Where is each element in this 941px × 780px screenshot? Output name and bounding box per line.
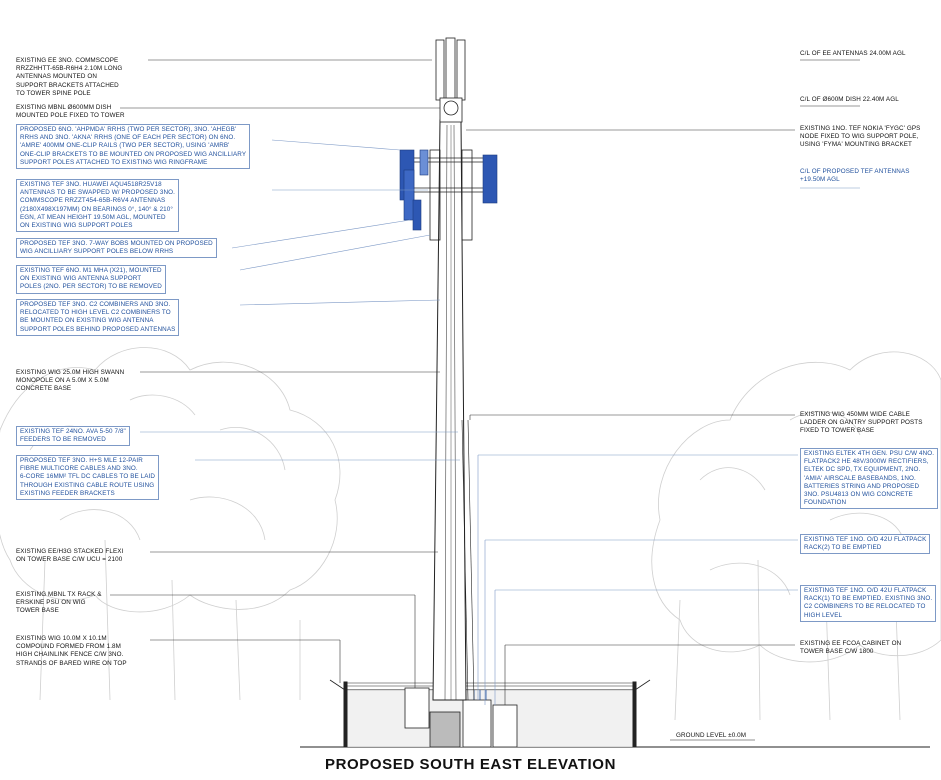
drawing-title: PROPOSED SOUTH EAST ELEVATION xyxy=(324,756,617,773)
annotation-line: PROPOSED 6NO. 'AHPMDA' RRHS (TWO PER SECTOR), 3NO. 'AHEGB' xyxy=(20,126,237,133)
annotation-line: TO TOWER SPINE POLE xyxy=(16,89,91,97)
right-annotation-1 xyxy=(800,50,906,58)
annotation-line: ON EXISTING WIG ANTENNA SUPPORT xyxy=(20,275,142,283)
annotation-line: MOUNTED POLE FIXED TO TOWER xyxy=(16,112,125,120)
annotation-line: EXISTING TEF 3NO. HUAWEI AQU4518R25V18 xyxy=(20,181,162,188)
annotation-line: ONE-CLIP BRACKETS TO BE MOUNTED ON PROPOSED WIG ANCILLIARY xyxy=(20,150,247,158)
annotation-line: PROPOSED TEF 3NO. H+S MLE 12-PAIR xyxy=(20,457,143,464)
annotation-line: EXISTING ELTEK 4TH GEN. PSU C/W 4NO. xyxy=(804,450,935,457)
annotation-line: BATTERIES STRING AND PROPOSED xyxy=(804,482,920,490)
annotation-line: 'AMRE' 400MM ONE-CLIP RAILS (TWO PER SECTOR), USING 'AMRB' xyxy=(20,142,230,150)
annotation-line: EXISTING 1NO. TEF NOKIA 'FYGC' GPS xyxy=(800,125,921,132)
left-annotation-7 xyxy=(16,299,179,336)
annotation-line: PROPOSED TEF 3NO. C2 COMBINERS AND 3NO. xyxy=(20,301,171,308)
annotation-line: MONOPOLE ON A 5.0M X 5.0M xyxy=(16,377,109,385)
annotation-line: RRHS AND 3NO. 'AKNA' RRHS (ONE OF EACH PER SECTOR) ON 6NO. xyxy=(20,134,236,142)
left-annotation-13 xyxy=(16,635,127,668)
annotation-line: FIXED TO TOWER BASE xyxy=(800,427,875,435)
annotation-line: STRANDS OF BARED WIRE ON TOP xyxy=(16,659,127,667)
annotation-line: FOUNDATION xyxy=(804,499,847,507)
annotation-line: ANTENNAS TO BE SWAPPED W/ PROPOSED 3NO. xyxy=(20,189,175,197)
right-annotation-6 xyxy=(800,448,938,509)
annotation-line: SUPPORT BRACKETS ATTACHED xyxy=(16,81,119,89)
annotation-line: EXISTING TEF 1NO. O/D 42U FLATPACK xyxy=(804,536,927,543)
ground-level-label: GROUND LEVEL ±0.0M xyxy=(676,732,747,739)
annotation-line: ON EXISTING WIG SUPPORT POLES xyxy=(20,222,133,230)
annotation-line: EXISTING WIG 25.0M HIGH SWANN xyxy=(16,369,125,376)
left-annotation-2 xyxy=(16,104,125,120)
annotation-line: COMPOUND FORMED FROM 1.8M xyxy=(16,643,121,651)
annotation-line: TOWER BASE xyxy=(16,607,59,615)
annotation-line: EXISTING TEF 1NO. O/D 42U FLATPACK xyxy=(804,587,927,594)
annotation-line: EXISTING MBNL Ø600MM DISH xyxy=(16,104,112,111)
annotation-line: 'AMIA' AIRSCALE BASEBANDS, 1NO. xyxy=(804,474,916,482)
annotation-line: WIG ANCILLIARY SUPPORT POLES BELOW RRHS xyxy=(20,248,174,256)
right-annotation-7 xyxy=(800,534,930,554)
annotation-line: (2180X498X197MM) ON BEARINGS 0°, 140° & 210° xyxy=(20,205,174,213)
annotation-line: EXISTING EE 3NO. COMMSCOPE xyxy=(16,57,119,64)
annotation-line: FIBRE MULTICORE CABLES AND 3NO. xyxy=(20,465,138,473)
annotation-line: POLES (2NO. PER SECTOR) TO BE REMOVED xyxy=(20,283,162,291)
annotation-line: EXISTING EE/H3G STACKED FLEXI xyxy=(16,548,124,555)
annotation-line: HIGH LEVEL xyxy=(804,611,843,619)
annotation-line: ERSKINE PSU ON WIG xyxy=(16,599,86,607)
right-annotation-9 xyxy=(800,640,901,656)
annotation-line: ON TOWER BASE C/W UCU = 2100 xyxy=(16,556,123,564)
left-annotation-9 xyxy=(16,426,130,446)
annotation-line: 3NO. PSU4813 ON WIG CONCRETE xyxy=(804,491,913,499)
left-annotation-10 xyxy=(16,455,159,500)
annotation-line: C2 COMBINERS TO BE RELOCATED TO xyxy=(804,603,926,611)
annotation-line: EXISTING WIG 450MM WIDE CABLE xyxy=(800,411,910,418)
annotation-line: BE MOUNTED ON EXISTING WIG ANTENNA xyxy=(20,317,154,325)
left-annotation-4 xyxy=(16,179,179,232)
annotation-line: FEEDERS TO BE REMOVED xyxy=(20,436,106,444)
annotation-line: ELTEK DC SPD, TX EQUIPMENT, 2NO. xyxy=(804,466,921,474)
annotation-line: NODE FIXED TO WIG SUPPORT POLE, xyxy=(800,133,919,141)
right-annotation-4 xyxy=(800,168,910,184)
annotation-line: RACK(2) TO BE EMPTIED xyxy=(804,544,882,552)
ee-antennas xyxy=(436,38,465,122)
annotation-line: HIGH CHAINLINK FENCE C/W 3NO. xyxy=(16,651,124,659)
annotation-line: EXISTING FEEDER BRACKETS xyxy=(20,489,115,497)
right-annotation-2 xyxy=(800,96,899,104)
annotation-line: EXISTING EE FCOA CABINET ON xyxy=(800,640,902,647)
annotation-line: SUPPORT POLES BEHIND PROPOSED ANTENNAS xyxy=(20,325,176,333)
left-annotation-12 xyxy=(16,591,102,616)
annotation-line: THROUGH EXISTING CABLE ROUTE USING xyxy=(20,481,155,489)
monopole xyxy=(433,120,474,700)
left-annotation-5 xyxy=(16,238,217,258)
left-annotation-11 xyxy=(16,548,123,564)
right-annotation-3 xyxy=(800,125,920,150)
annotation-line: 6-CORE 16MM² TFL DC CABLES TO BE LAID xyxy=(20,473,156,481)
annotation-line: LADDER ON GANTRY SUPPORT POSTS xyxy=(800,419,923,427)
annotation-line: ANTENNAS MOUNTED ON xyxy=(16,73,97,81)
right-annotation-8 xyxy=(800,585,936,622)
annotation-line: EGN, AT MEAN HEIGHT 19.50M AGL, MOUNTED xyxy=(20,213,166,221)
annotation-line: FLATPACK2 HE 48V/3000W RECTIFIERS, xyxy=(804,458,929,466)
left-annotation-3 xyxy=(16,124,250,169)
annotation-line: USING 'FYMA' MOUNTING BRACKET xyxy=(800,141,913,149)
left-annotation-8 xyxy=(16,369,124,394)
annotation-line: C/L OF EE ANTENNAS 24.00M AGL xyxy=(800,50,906,57)
annotation-line: CONCRETE BASE xyxy=(16,385,72,393)
annotation-line: C/L OF PROPOSED TEF ANTENNAS xyxy=(800,168,910,175)
annotation-line: EXISTING TEF 6NO. M1 MHA (X21), MOUNTED xyxy=(20,267,162,274)
annotation-line: EXISTING TEF 24NO. AVA 5-50 7/8" xyxy=(20,428,126,435)
annotation-line: RRZZHHTT-65B-R6H4 2.10M LONG xyxy=(16,65,123,73)
annotation-line: PROPOSED TEF 3NO. 7-WAY BOBS MOUNTED ON PROPOSED xyxy=(20,240,213,247)
left-annotation-6 xyxy=(16,265,166,294)
right-annotation-5 xyxy=(800,411,923,436)
annotation-line: TOWER BASE C/W 1800 xyxy=(800,648,874,656)
annotation-line: EXISTING MBNL TX RACK & xyxy=(16,591,102,598)
annotation-line: EXISTING WIG 10.0M X 10.1M xyxy=(16,635,107,642)
annotation-line: +19.50M AGL xyxy=(800,176,840,184)
annotation-line: RACK(1) TO BE EMPTIED. EXISTING 3NO. xyxy=(804,595,933,603)
annotation-line: COMMSCOPE RRZZT454-65B-R6V4 ANTENNAS xyxy=(20,197,166,205)
annotation-line: SUPPORT POLES ATTACHED TO EXISTING WIG RINGFRAME xyxy=(20,158,208,166)
annotation-line: RELOCATED TO HIGH LEVEL C2 COMBINERS TO xyxy=(20,309,171,317)
left-annotation-1 xyxy=(16,57,122,98)
annotation-line: C/L OF Ø600M DISH 22.40M AGL xyxy=(800,96,899,103)
